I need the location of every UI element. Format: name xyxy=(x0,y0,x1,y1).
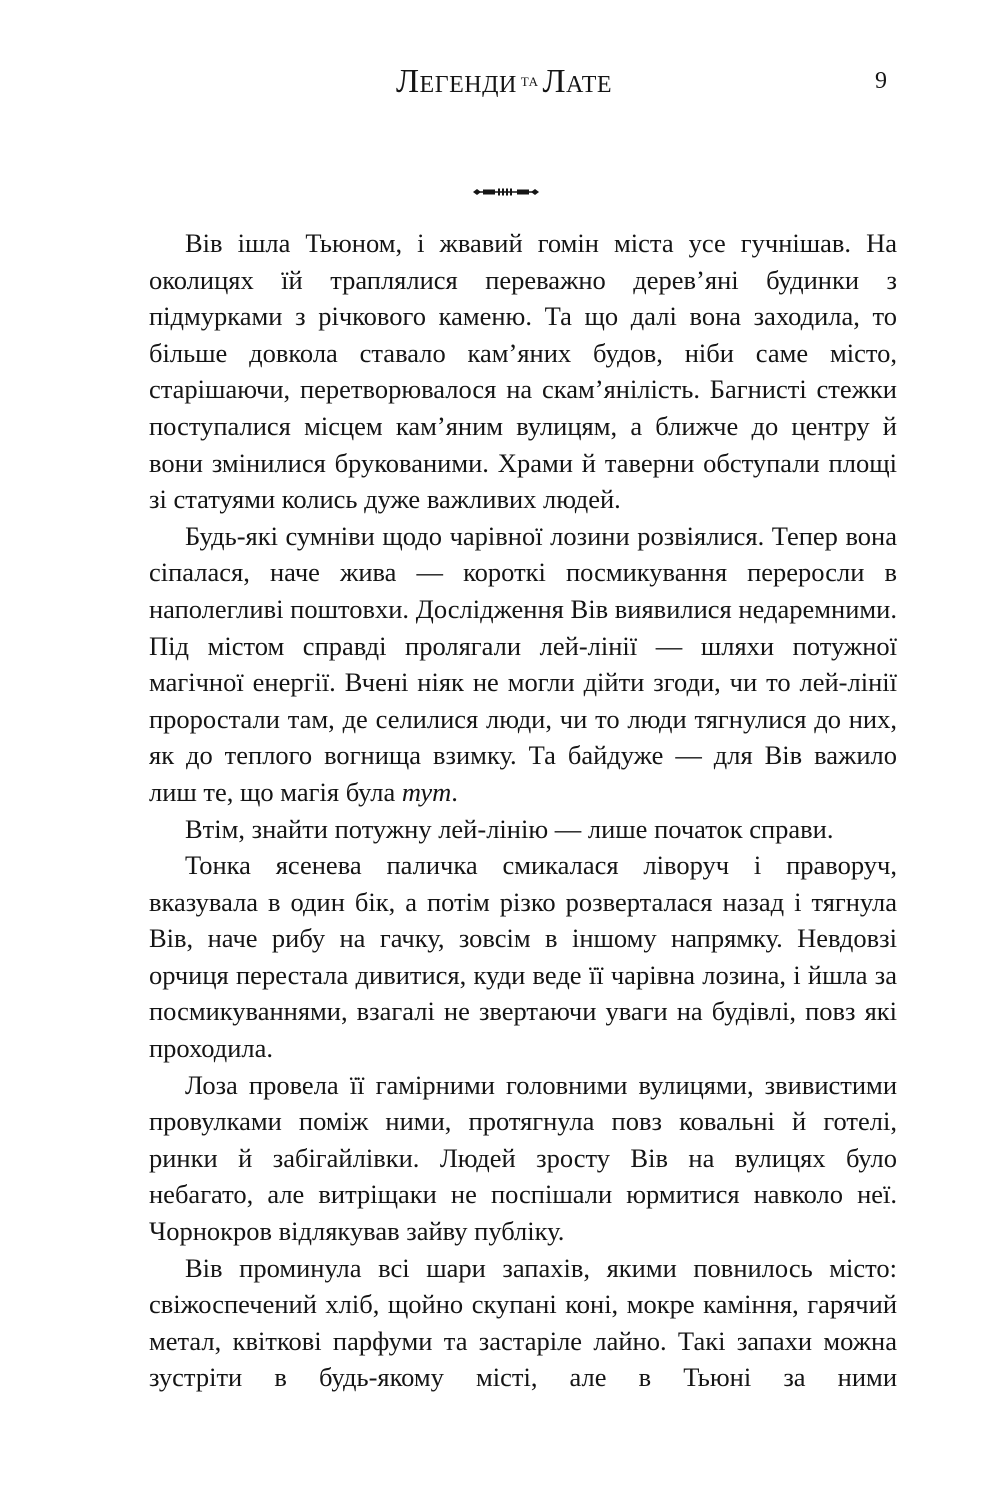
paragraph-6: Вів проминула всі шари запахів, якими повнилось місто: свіжоспечений хліб, щойно скупані коні, мокре каміння, гарячий метал, квіткові парфуми та застаріле лайно. Такі запахи можна зустріти в будь-якому місті, але в Тьюні за ними xyxy=(149,1252,897,1393)
page-number: 9 xyxy=(875,68,887,94)
paragraph-1: Вів ішла Тьюном, і жвавий гомін міста усе гучнішав. На околицях їй траплялися переважно дерев’яні будинки з підмурками з річкового каменю. Та що далі вона заходила, то більше довкола ставало кам’яних будов, ніби саме місто, старішаючи, перетворювалося на скам’янілість. Багнисті стежки поступалися місцем кам’яним вулицям, а ближче до центру й вони змінилися брукованими. Храми й таверни обступали площі зі статуями колись дуже важливих людей. xyxy=(149,228,897,515)
body-text xyxy=(149,225,897,1396)
paragraph-4: Тонка ясенева паличка смикалася ліворуч і праворуч, вказувала в один бік, а потім різко розверталася назад і тягнула Вів, наче рибу на гачку, зовсім в іншому напрямку. Невдовзі орчиця перестала дивитися, куди веде її чарівна лозина, і йшла за посмикуваннями, взагалі не звертаючи уваги на будівлі, повз які проходила. xyxy=(149,850,897,1064)
paragraph-5: Лоза провела її гамірними головними вулицями, звивистими провулками поміж ними, протягнула повз ковальні й готелі, ринки й забігайлівки. Людей зросту Вів на вулицях було небагато, але витріщаки не поспішали юрмитися навколо неї. Чорнокров відлякував зайву публіку. xyxy=(149,1069,897,1247)
paragraph-3: Втім, знайти потужну лей-лінію — лише початок справи. xyxy=(185,813,834,844)
book-title-part1: Легенди xyxy=(396,63,517,100)
paragraph-2-text-end: . xyxy=(451,776,458,807)
paragraph-2 xyxy=(149,518,897,811)
paragraph-2-emphasis: тут xyxy=(401,776,452,807)
book-title-part2: Лате xyxy=(542,63,613,100)
ornament-divider-icon xyxy=(471,184,541,200)
book-title-separator: та xyxy=(520,70,539,90)
book-title xyxy=(396,60,612,102)
running-head xyxy=(0,60,1004,110)
paragraph-2-text: Будь-які сумніви щодо чарівної лозини розвіялися. Тепер вона сіпалася, наче жива — короткі посмикування переросли в наполегливі поштовхи. Дослідження Вів виявилися недаремними. Під містом справді пролягали лей-лінії — шляхи потужної магічної енергії. Вчені ніяк не могли дійти згоди, чи то лей-лінії проростали там, де селилися люди, чи то люди тягнулися до них, як до теплого вогнища взимку. Та байдуже — для Вів важило лиш те, що магія була xyxy=(149,520,897,807)
